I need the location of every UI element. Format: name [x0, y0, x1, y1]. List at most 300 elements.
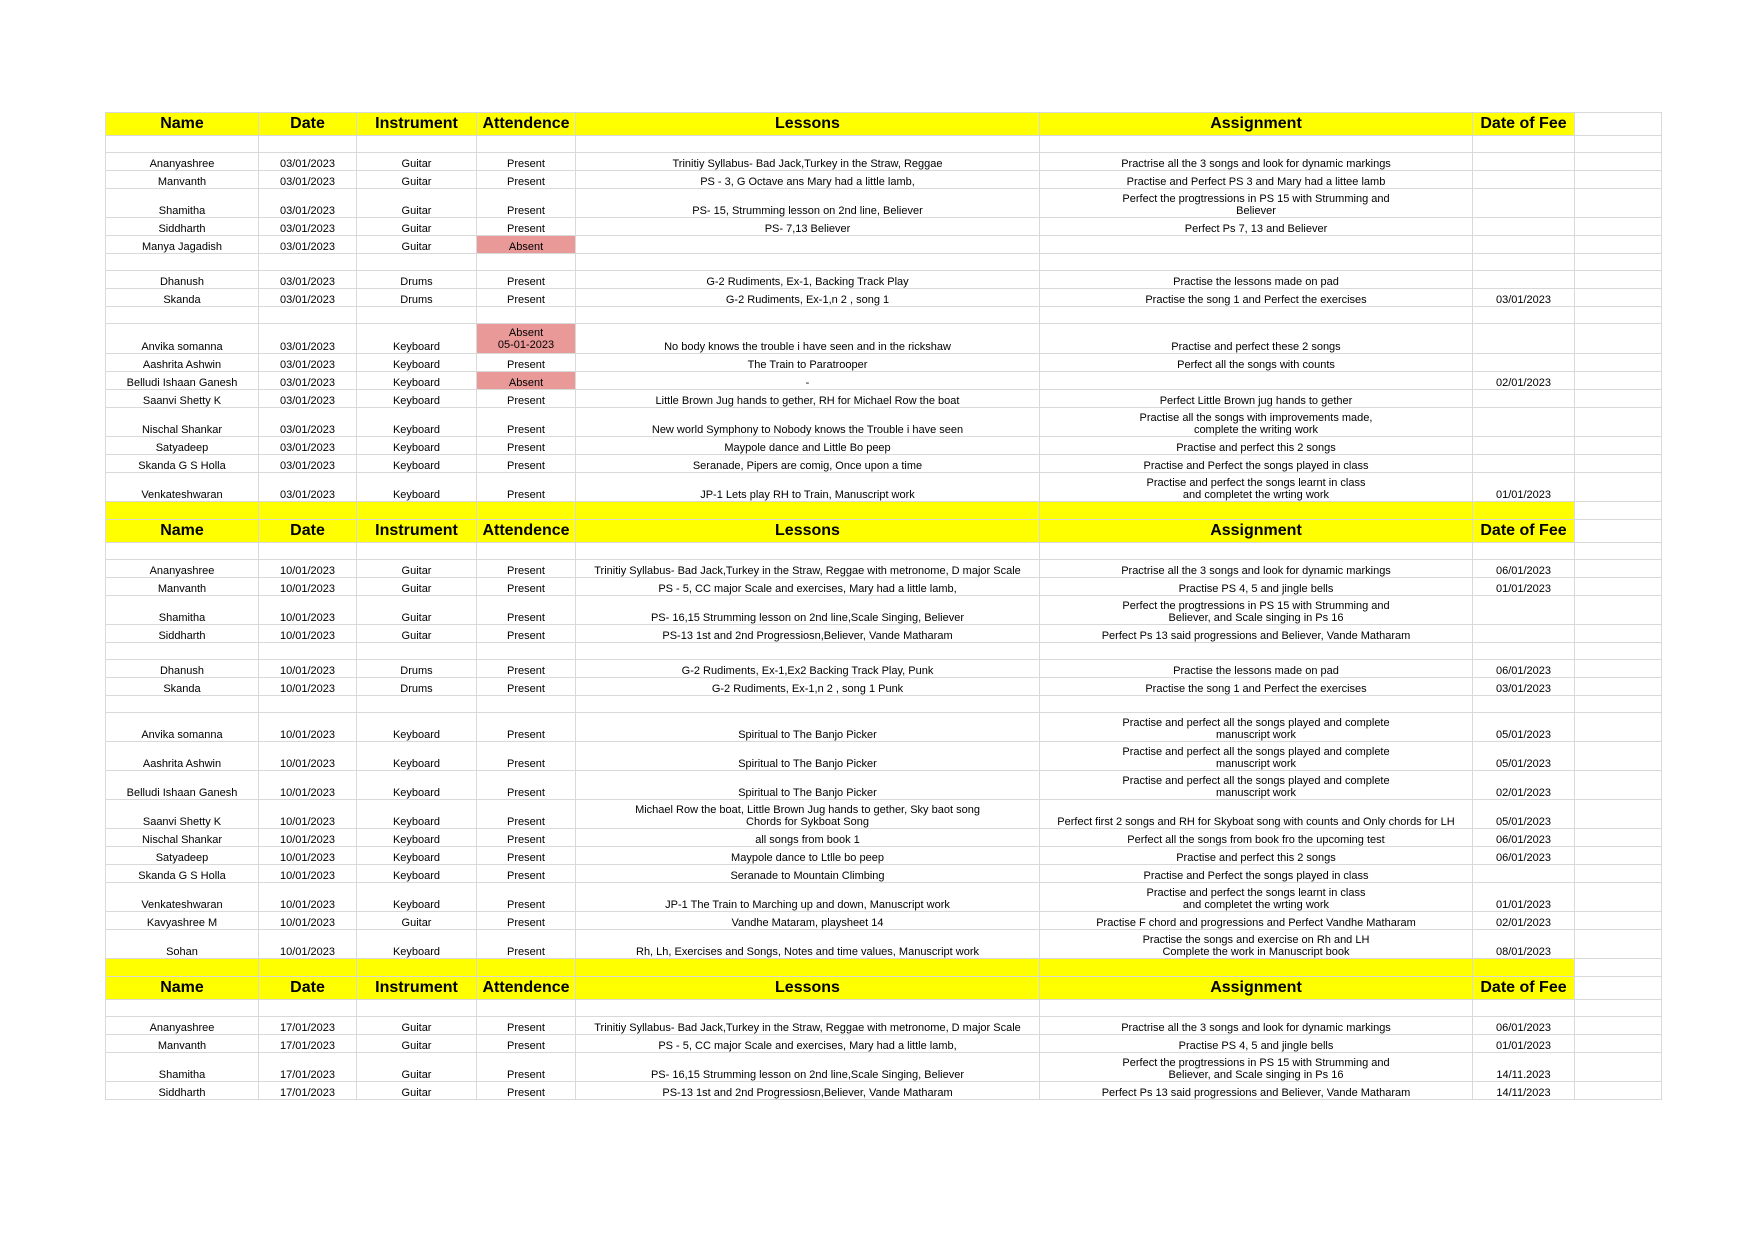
- student-name-cell[interactable]: Siddharth: [106, 625, 259, 643]
- empty-cell[interactable]: [357, 307, 477, 324]
- instrument-cell[interactable]: Guitar: [357, 153, 477, 171]
- date-cell[interactable]: 03/01/2023: [259, 218, 357, 236]
- empty-cell[interactable]: [106, 643, 259, 660]
- column-header[interactable]: Instrument: [357, 977, 477, 1000]
- date-cell[interactable]: 10/01/2023: [259, 560, 357, 578]
- column-header[interactable]: Lessons: [576, 520, 1040, 543]
- date-cell[interactable]: 17/01/2023: [259, 1053, 357, 1082]
- empty-cell[interactable]: [106, 959, 259, 977]
- empty-cell[interactable]: [1575, 437, 1662, 455]
- column-header[interactable]: Name: [106, 977, 259, 1000]
- empty-cell[interactable]: [576, 696, 1040, 713]
- student-name-cell[interactable]: Nischal Shankar: [106, 829, 259, 847]
- empty-cell[interactable]: [1575, 560, 1662, 578]
- empty-cell[interactable]: [477, 1000, 576, 1017]
- student-name-cell[interactable]: Aashrita Ashwin: [106, 354, 259, 372]
- fee-date-cell[interactable]: 06/01/2023: [1473, 847, 1575, 865]
- attendance-cell[interactable]: [477, 865, 576, 883]
- empty-cell[interactable]: [259, 543, 357, 560]
- assignment-cell[interactable]: [1040, 865, 1473, 883]
- fee-date-cell[interactable]: [1473, 596, 1575, 625]
- empty-cell[interactable]: [1575, 408, 1662, 437]
- empty-cell[interactable]: [259, 959, 357, 977]
- empty-cell[interactable]: [259, 502, 357, 520]
- empty-cell[interactable]: [1473, 643, 1575, 660]
- assignment-cell[interactable]: [1040, 1053, 1473, 1082]
- student-name-cell[interactable]: Satyadeep: [106, 437, 259, 455]
- lesson-cell[interactable]: [576, 596, 1040, 625]
- lesson-cell[interactable]: [576, 930, 1040, 959]
- assignment-cell[interactable]: [1040, 437, 1473, 455]
- empty-cell[interactable]: [576, 502, 1040, 520]
- assignment-cell[interactable]: [1040, 660, 1473, 678]
- empty-cell[interactable]: [1575, 254, 1662, 271]
- instrument-cell[interactable]: Guitar: [357, 1035, 477, 1053]
- instrument-cell[interactable]: Keyboard: [357, 742, 477, 771]
- attendance-cell[interactable]: [477, 771, 576, 800]
- column-header[interactable]: Lessons: [576, 113, 1040, 136]
- empty-cell[interactable]: [1575, 372, 1662, 390]
- date-cell[interactable]: 10/01/2023: [259, 883, 357, 912]
- empty-cell[interactable]: [357, 502, 477, 520]
- assignment-cell[interactable]: [1040, 1017, 1473, 1035]
- date-cell[interactable]: 03/01/2023: [259, 354, 357, 372]
- date-cell[interactable]: 03/01/2023: [259, 473, 357, 502]
- empty-cell[interactable]: [1575, 1082, 1662, 1100]
- student-name-cell[interactable]: Shamitha: [106, 189, 259, 218]
- instrument-cell[interactable]: Drums: [357, 660, 477, 678]
- date-cell[interactable]: 10/01/2023: [259, 625, 357, 643]
- empty-cell[interactable]: [1040, 959, 1473, 977]
- instrument-cell[interactable]: Guitar: [357, 912, 477, 930]
- lesson-cell[interactable]: [576, 289, 1040, 307]
- empty-cell[interactable]: [1575, 930, 1662, 959]
- empty-cell[interactable]: [357, 959, 477, 977]
- empty-cell[interactable]: [576, 643, 1040, 660]
- empty-cell[interactable]: [106, 254, 259, 271]
- fee-date-cell[interactable]: 06/01/2023: [1473, 1017, 1575, 1035]
- date-cell[interactable]: 10/01/2023: [259, 771, 357, 800]
- student-name-cell[interactable]: Satyadeep: [106, 847, 259, 865]
- lesson-cell[interactable]: [576, 236, 1040, 254]
- lesson-cell[interactable]: [576, 1017, 1040, 1035]
- empty-cell[interactable]: [576, 543, 1040, 560]
- attendance-cell[interactable]: [477, 912, 576, 930]
- empty-cell[interactable]: [1575, 1017, 1662, 1035]
- empty-cell[interactable]: [1575, 660, 1662, 678]
- fee-date-cell[interactable]: 01/01/2023: [1473, 883, 1575, 912]
- student-name-cell[interactable]: Manvanth: [106, 578, 259, 596]
- date-cell[interactable]: 03/01/2023: [259, 271, 357, 289]
- empty-cell[interactable]: [1575, 218, 1662, 236]
- fee-date-cell[interactable]: [1473, 865, 1575, 883]
- fee-date-cell[interactable]: [1473, 324, 1575, 354]
- empty-cell[interactable]: [477, 502, 576, 520]
- empty-cell[interactable]: [259, 643, 357, 660]
- empty-cell[interactable]: [106, 543, 259, 560]
- empty-cell[interactable]: [1040, 1000, 1473, 1017]
- lesson-cell[interactable]: [576, 354, 1040, 372]
- column-header[interactable]: Lessons: [576, 977, 1040, 1000]
- date-cell[interactable]: 03/01/2023: [259, 324, 357, 354]
- lesson-cell[interactable]: [576, 912, 1040, 930]
- empty-cell[interactable]: [1040, 696, 1473, 713]
- attendance-cell[interactable]: [477, 437, 576, 455]
- fee-date-cell[interactable]: 06/01/2023: [1473, 829, 1575, 847]
- empty-cell[interactable]: [477, 254, 576, 271]
- empty-cell[interactable]: [1040, 543, 1473, 560]
- empty-cell[interactable]: [576, 136, 1040, 153]
- lesson-cell[interactable]: [576, 1082, 1040, 1100]
- date-cell[interactable]: 10/01/2023: [259, 713, 357, 742]
- student-name-cell[interactable]: Kavyashree M: [106, 912, 259, 930]
- assignment-cell[interactable]: [1040, 800, 1473, 829]
- attendance-cell[interactable]: [477, 1053, 576, 1082]
- empty-cell[interactable]: [1575, 800, 1662, 829]
- student-name-cell[interactable]: Manvanth: [106, 1035, 259, 1053]
- fee-date-cell[interactable]: 03/01/2023: [1473, 289, 1575, 307]
- student-name-cell[interactable]: Sohan: [106, 930, 259, 959]
- student-name-cell[interactable]: Ananyashree: [106, 1017, 259, 1035]
- assignment-cell[interactable]: [1040, 625, 1473, 643]
- empty-cell[interactable]: [1473, 1000, 1575, 1017]
- date-cell[interactable]: 03/01/2023: [259, 455, 357, 473]
- assignment-cell[interactable]: [1040, 473, 1473, 502]
- date-cell[interactable]: 03/01/2023: [259, 171, 357, 189]
- empty-cell[interactable]: [1575, 959, 1662, 977]
- empty-cell[interactable]: [1575, 847, 1662, 865]
- fee-date-cell[interactable]: [1473, 271, 1575, 289]
- attendance-cell[interactable]: [477, 189, 576, 218]
- lesson-cell[interactable]: [576, 660, 1040, 678]
- instrument-cell[interactable]: Keyboard: [357, 865, 477, 883]
- lesson-cell[interactable]: [576, 218, 1040, 236]
- assignment-cell[interactable]: [1040, 912, 1473, 930]
- fee-date-cell[interactable]: 06/01/2023: [1473, 660, 1575, 678]
- attendance-cell[interactable]: [477, 289, 576, 307]
- assignment-cell[interactable]: [1040, 408, 1473, 437]
- lesson-cell[interactable]: [576, 1053, 1040, 1082]
- empty-cell[interactable]: [1473, 959, 1575, 977]
- student-name-cell[interactable]: Manya Jagadish: [106, 236, 259, 254]
- attendance-cell[interactable]: [477, 660, 576, 678]
- empty-cell[interactable]: [1575, 643, 1662, 660]
- lesson-cell[interactable]: [576, 189, 1040, 218]
- date-cell[interactable]: 03/01/2023: [259, 153, 357, 171]
- instrument-cell[interactable]: Guitar: [357, 625, 477, 643]
- student-name-cell[interactable]: Anvika somanna: [106, 713, 259, 742]
- empty-cell[interactable]: [357, 1000, 477, 1017]
- lesson-cell[interactable]: [576, 883, 1040, 912]
- date-cell[interactable]: 10/01/2023: [259, 742, 357, 771]
- lesson-cell[interactable]: [576, 560, 1040, 578]
- lesson-cell[interactable]: [576, 372, 1040, 390]
- lesson-cell[interactable]: [576, 473, 1040, 502]
- instrument-cell[interactable]: Keyboard: [357, 847, 477, 865]
- assignment-cell[interactable]: [1040, 289, 1473, 307]
- column-header[interactable]: Assignment: [1040, 520, 1473, 543]
- instrument-cell[interactable]: Drums: [357, 289, 477, 307]
- lesson-cell[interactable]: [576, 865, 1040, 883]
- empty-cell[interactable]: [1575, 171, 1662, 189]
- student-name-cell[interactable]: Skanda G S Holla: [106, 455, 259, 473]
- column-header[interactable]: Attendence: [477, 520, 576, 543]
- assignment-cell[interactable]: [1040, 171, 1473, 189]
- date-cell[interactable]: 03/01/2023: [259, 372, 357, 390]
- empty-cell[interactable]: [1575, 678, 1662, 696]
- assignment-cell[interactable]: [1040, 847, 1473, 865]
- empty-cell[interactable]: [1575, 912, 1662, 930]
- student-name-cell[interactable]: Dhanush: [106, 660, 259, 678]
- column-header[interactable]: Date: [259, 113, 357, 136]
- student-name-cell[interactable]: Nischal Shankar: [106, 408, 259, 437]
- date-cell[interactable]: 10/01/2023: [259, 930, 357, 959]
- empty-cell[interactable]: [1040, 502, 1473, 520]
- column-header[interactable]: Name: [106, 520, 259, 543]
- lesson-cell[interactable]: [576, 153, 1040, 171]
- instrument-cell[interactable]: Keyboard: [357, 455, 477, 473]
- attendance-cell[interactable]: [477, 153, 576, 171]
- date-cell[interactable]: 10/01/2023: [259, 847, 357, 865]
- empty-cell[interactable]: [1575, 189, 1662, 218]
- attendance-cell[interactable]: [477, 847, 576, 865]
- instrument-cell[interactable]: Keyboard: [357, 324, 477, 354]
- date-cell[interactable]: 10/01/2023: [259, 912, 357, 930]
- instrument-cell[interactable]: Keyboard: [357, 713, 477, 742]
- empty-cell[interactable]: [1575, 324, 1662, 354]
- fee-date-cell[interactable]: 08/01/2023: [1473, 930, 1575, 959]
- attendance-cell[interactable]: [477, 1082, 576, 1100]
- assignment-cell[interactable]: [1040, 678, 1473, 696]
- assignment-cell[interactable]: [1040, 236, 1473, 254]
- fee-date-cell[interactable]: [1473, 153, 1575, 171]
- assignment-cell[interactable]: [1040, 455, 1473, 473]
- student-name-cell[interactable]: Ananyashree: [106, 153, 259, 171]
- empty-cell[interactable]: [357, 543, 477, 560]
- fee-date-cell[interactable]: 01/01/2023: [1473, 473, 1575, 502]
- instrument-cell[interactable]: Keyboard: [357, 473, 477, 502]
- date-cell[interactable]: 03/01/2023: [259, 236, 357, 254]
- assignment-cell[interactable]: [1040, 1082, 1473, 1100]
- student-name-cell[interactable]: Shamitha: [106, 596, 259, 625]
- empty-cell[interactable]: [1575, 742, 1662, 771]
- date-cell[interactable]: 10/01/2023: [259, 829, 357, 847]
- empty-cell[interactable]: [1575, 455, 1662, 473]
- date-cell[interactable]: 03/01/2023: [259, 437, 357, 455]
- fee-date-cell[interactable]: [1473, 218, 1575, 236]
- fee-date-cell[interactable]: [1473, 354, 1575, 372]
- attendance-cell[interactable]: [477, 800, 576, 829]
- fee-date-cell[interactable]: 05/01/2023: [1473, 800, 1575, 829]
- assignment-cell[interactable]: [1040, 578, 1473, 596]
- assignment-cell[interactable]: [1040, 218, 1473, 236]
- lesson-cell[interactable]: [576, 271, 1040, 289]
- date-cell[interactable]: 10/01/2023: [259, 678, 357, 696]
- student-name-cell[interactable]: Venkateshwaran: [106, 473, 259, 502]
- empty-cell[interactable]: [1575, 390, 1662, 408]
- empty-cell[interactable]: [1575, 520, 1662, 543]
- assignment-cell[interactable]: [1040, 713, 1473, 742]
- instrument-cell[interactable]: Keyboard: [357, 354, 477, 372]
- fee-date-cell[interactable]: [1473, 625, 1575, 643]
- empty-cell[interactable]: [1575, 1000, 1662, 1017]
- student-name-cell[interactable]: Ananyashree: [106, 560, 259, 578]
- date-cell[interactable]: 03/01/2023: [259, 408, 357, 437]
- attendance-cell[interactable]: [477, 390, 576, 408]
- student-name-cell[interactable]: Belludi Ishaan Ganesh: [106, 771, 259, 800]
- assignment-cell[interactable]: [1040, 354, 1473, 372]
- empty-cell[interactable]: [1575, 1035, 1662, 1053]
- student-name-cell[interactable]: Belludi Ishaan Ganesh: [106, 372, 259, 390]
- empty-cell[interactable]: [1575, 307, 1662, 324]
- fee-date-cell[interactable]: 14/11/2023: [1473, 1082, 1575, 1100]
- fee-date-cell[interactable]: 01/01/2023: [1473, 1035, 1575, 1053]
- fee-date-cell[interactable]: 05/01/2023: [1473, 713, 1575, 742]
- empty-cell[interactable]: [1575, 236, 1662, 254]
- instrument-cell[interactable]: Keyboard: [357, 372, 477, 390]
- column-header[interactable]: Date: [259, 520, 357, 543]
- column-header[interactable]: Date of Fee: [1473, 113, 1575, 136]
- attendance-cell[interactable]: [477, 560, 576, 578]
- instrument-cell[interactable]: Keyboard: [357, 800, 477, 829]
- student-name-cell[interactable]: Skanda: [106, 678, 259, 696]
- empty-cell[interactable]: [1473, 307, 1575, 324]
- attendance-cell[interactable]: [477, 218, 576, 236]
- assignment-cell[interactable]: [1040, 829, 1473, 847]
- instrument-cell[interactable]: Keyboard: [357, 408, 477, 437]
- column-header[interactable]: Attendence: [477, 977, 576, 1000]
- date-cell[interactable]: 17/01/2023: [259, 1082, 357, 1100]
- empty-cell[interactable]: [1575, 625, 1662, 643]
- attendance-cell[interactable]: [477, 678, 576, 696]
- date-cell[interactable]: 10/01/2023: [259, 660, 357, 678]
- fee-date-cell[interactable]: 02/01/2023: [1473, 771, 1575, 800]
- empty-cell[interactable]: [1575, 113, 1662, 136]
- attendance-cell[interactable]: [477, 236, 576, 254]
- date-cell[interactable]: 10/01/2023: [259, 865, 357, 883]
- empty-cell[interactable]: [259, 136, 357, 153]
- assignment-cell[interactable]: [1040, 372, 1473, 390]
- empty-cell[interactable]: [259, 1000, 357, 1017]
- empty-cell[interactable]: [477, 136, 576, 153]
- assignment-cell[interactable]: [1040, 930, 1473, 959]
- student-name-cell[interactable]: Shamitha: [106, 1053, 259, 1082]
- empty-cell[interactable]: [1575, 1053, 1662, 1082]
- assignment-cell[interactable]: [1040, 271, 1473, 289]
- column-header[interactable]: Instrument: [357, 113, 477, 136]
- fee-date-cell[interactable]: [1473, 455, 1575, 473]
- lesson-cell[interactable]: [576, 847, 1040, 865]
- fee-date-cell[interactable]: [1473, 171, 1575, 189]
- empty-cell[interactable]: [106, 502, 259, 520]
- lesson-cell[interactable]: [576, 771, 1040, 800]
- attendance-cell[interactable]: [477, 324, 576, 354]
- attendance-cell[interactable]: [477, 930, 576, 959]
- student-name-cell[interactable]: Venkateshwaran: [106, 883, 259, 912]
- column-header[interactable]: Instrument: [357, 520, 477, 543]
- empty-cell[interactable]: [576, 1000, 1040, 1017]
- empty-cell[interactable]: [576, 254, 1040, 271]
- empty-cell[interactable]: [259, 254, 357, 271]
- lesson-cell[interactable]: [576, 437, 1040, 455]
- column-header[interactable]: Attendence: [477, 113, 576, 136]
- assignment-cell[interactable]: [1040, 560, 1473, 578]
- fee-date-cell[interactable]: 02/01/2023: [1473, 372, 1575, 390]
- student-name-cell[interactable]: Skanda: [106, 289, 259, 307]
- assignment-cell[interactable]: [1040, 1035, 1473, 1053]
- empty-cell[interactable]: [1575, 696, 1662, 713]
- date-cell[interactable]: 10/01/2023: [259, 596, 357, 625]
- instrument-cell[interactable]: Guitar: [357, 596, 477, 625]
- attendance-cell[interactable]: [477, 596, 576, 625]
- date-cell[interactable]: 03/01/2023: [259, 289, 357, 307]
- attendance-cell[interactable]: [477, 354, 576, 372]
- fee-date-cell[interactable]: [1473, 236, 1575, 254]
- empty-cell[interactable]: [1473, 502, 1575, 520]
- assignment-cell[interactable]: [1040, 883, 1473, 912]
- lesson-cell[interactable]: [576, 678, 1040, 696]
- instrument-cell[interactable]: Keyboard: [357, 829, 477, 847]
- empty-cell[interactable]: [477, 543, 576, 560]
- student-name-cell[interactable]: Siddharth: [106, 218, 259, 236]
- empty-cell[interactable]: [1473, 254, 1575, 271]
- empty-cell[interactable]: [106, 136, 259, 153]
- instrument-cell[interactable]: Guitar: [357, 1017, 477, 1035]
- empty-cell[interactable]: [1575, 578, 1662, 596]
- assignment-cell[interactable]: [1040, 324, 1473, 354]
- lesson-cell[interactable]: [576, 408, 1040, 437]
- empty-cell[interactable]: [357, 254, 477, 271]
- date-cell[interactable]: 03/01/2023: [259, 189, 357, 218]
- instrument-cell[interactable]: Drums: [357, 678, 477, 696]
- empty-cell[interactable]: [1040, 307, 1473, 324]
- empty-cell[interactable]: [1473, 136, 1575, 153]
- fee-date-cell[interactable]: [1473, 189, 1575, 218]
- column-header[interactable]: Date: [259, 977, 357, 1000]
- lesson-cell[interactable]: [576, 171, 1040, 189]
- empty-cell[interactable]: [357, 136, 477, 153]
- empty-cell[interactable]: [1040, 136, 1473, 153]
- empty-cell[interactable]: [1575, 289, 1662, 307]
- fee-date-cell[interactable]: 01/01/2023: [1473, 578, 1575, 596]
- fee-date-cell[interactable]: [1473, 408, 1575, 437]
- instrument-cell[interactable]: Keyboard: [357, 771, 477, 800]
- empty-cell[interactable]: [576, 959, 1040, 977]
- empty-cell[interactable]: [1575, 136, 1662, 153]
- instrument-cell[interactable]: Guitar: [357, 1082, 477, 1100]
- empty-cell[interactable]: [1575, 829, 1662, 847]
- attendance-cell[interactable]: [477, 1035, 576, 1053]
- empty-cell[interactable]: [259, 307, 357, 324]
- empty-cell[interactable]: [1575, 354, 1662, 372]
- date-cell[interactable]: 17/01/2023: [259, 1017, 357, 1035]
- fee-date-cell[interactable]: 03/01/2023: [1473, 678, 1575, 696]
- empty-cell[interactable]: [1575, 473, 1662, 502]
- empty-cell[interactable]: [1575, 771, 1662, 800]
- instrument-cell[interactable]: Keyboard: [357, 390, 477, 408]
- fee-date-cell[interactable]: [1473, 437, 1575, 455]
- fee-date-cell[interactable]: 06/01/2023: [1473, 560, 1575, 578]
- instrument-cell[interactable]: Keyboard: [357, 930, 477, 959]
- fee-date-cell[interactable]: 14/11.2023: [1473, 1053, 1575, 1082]
- student-name-cell[interactable]: Dhanush: [106, 271, 259, 289]
- lesson-cell[interactable]: [576, 390, 1040, 408]
- date-cell[interactable]: 17/01/2023: [259, 1035, 357, 1053]
- attendance-cell[interactable]: [477, 578, 576, 596]
- lesson-cell[interactable]: [576, 1035, 1040, 1053]
- attendance-cell[interactable]: [477, 713, 576, 742]
- student-name-cell[interactable]: Saanvi Shetty K: [106, 390, 259, 408]
